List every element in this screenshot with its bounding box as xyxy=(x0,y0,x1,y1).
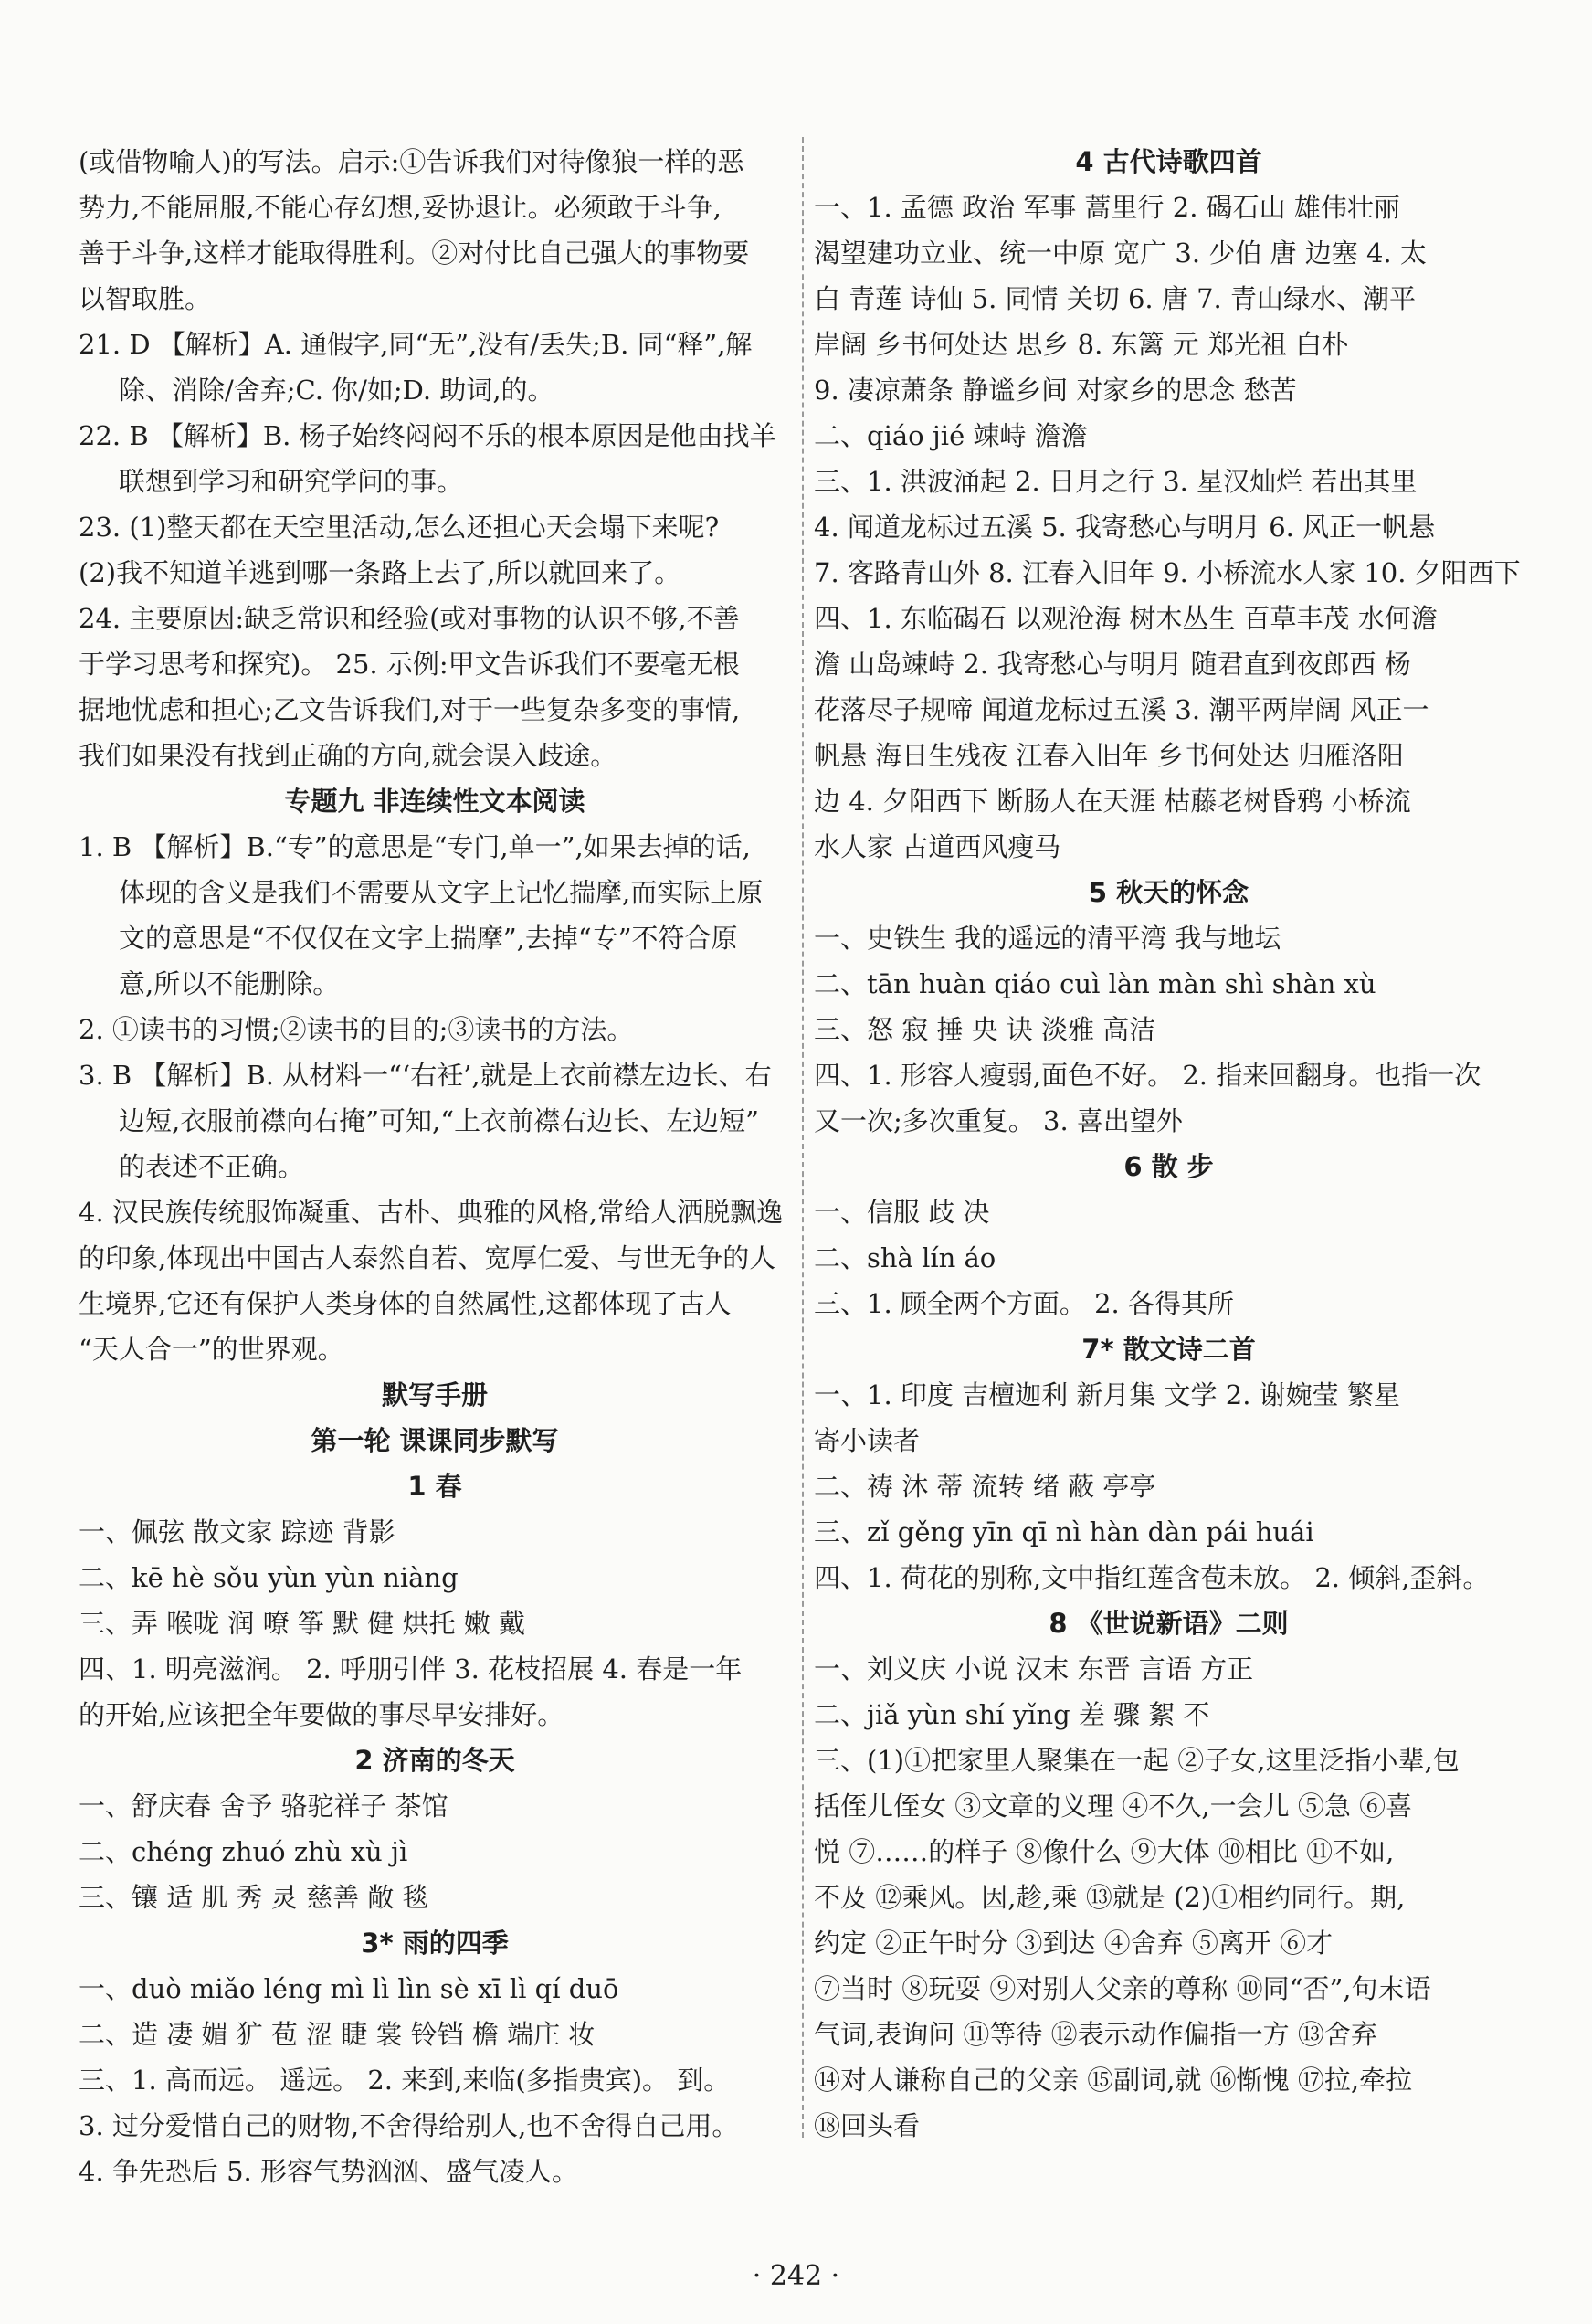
section-heading: 第一轮 课课同步默写 xyxy=(311,1425,559,1456)
section-heading: 4 古代诗歌四首 xyxy=(1075,146,1262,177)
text-line: 3. 过分爱惜自己的财物,不舍得给别人,也不舍得自己用。 xyxy=(79,2110,739,2141)
text-line: ⑦当时 ⑧玩耍 ⑨对别人父亲的尊称 ⑩同“否”,句末语 xyxy=(814,1973,1431,2004)
text-line: 三、1. 洪波涌起 2. 日月之行 3. 星汉灿烂 若出其里 xyxy=(814,466,1418,497)
section-heading: 5 秋天的怀念 xyxy=(1088,877,1249,908)
text-line: 悦 ⑦……的样子 ⑧像什么 ⑨大体 ⑩相比 ⑪不如, xyxy=(814,1836,1395,1867)
text-line: 澹 山岛竦峙 2. 我寄愁心与明月 随君直到夜郎西 杨 xyxy=(814,649,1411,680)
text-line: 的表述不正确。 xyxy=(119,1151,305,1182)
section-heading: 1 春 xyxy=(407,1471,462,1502)
text-line: 一、duò miǎo léng mì lì lìn sè xī lì qí duō xyxy=(79,1973,619,2004)
text-line: 三、1. 高而远。 遥远。 2. 来到,来临(多指贵宾)。 到。 xyxy=(79,2065,731,2096)
text-line: 又一次;多次重复。 3. 喜出望外 xyxy=(814,1105,1183,1136)
text-line: “天人合一”的世界观。 xyxy=(79,1334,344,1365)
section-heading: 8 《世说新语》二则 xyxy=(1049,1608,1289,1639)
text-line: 于学习思考和探究)。 25. 示例:甲文告诉我们不要毫无根 xyxy=(79,649,740,680)
text-line: 边短,衣服前襟向右掩”可知,“上衣前襟右边长、左边短” xyxy=(119,1105,759,1136)
text-line: 三、(1)①把家里人聚集在一起 ②子女,这里泛指小辈,包 xyxy=(814,1745,1460,1776)
text-line: 4. 汉民族传统服饰凝重、古朴、典雅的风格,常给人洒脱飘逸 xyxy=(79,1197,784,1228)
text-line: 四、1. 荷花的别称,文中指红莲含苞未放。 2. 倾斜,歪斜。 xyxy=(814,1562,1490,1593)
text-line: 2. ①读书的习惯;②读书的目的;③读书的方法。 xyxy=(79,1014,634,1045)
text-line: 3. B 【解析】B. 从材料一“‘右衽’,就是上衣前襟左边长、右 xyxy=(79,1060,772,1091)
text-line: 除、消除/舍弃;C. 你/如;D. 助词,的。 xyxy=(119,375,554,406)
text-line: 三、镶 适 肌 秀 灵 慈善 敞 毯 xyxy=(79,1882,429,1913)
text-line: 23. (1)整天都在天空里活动,怎么还担心天会塌下来呢? xyxy=(79,512,720,543)
text-line: 一、舒庆春 舍予 骆驼祥子 茶馆 xyxy=(79,1791,448,1822)
text-line: 四、1. 形容人瘦弱,面色不好。 2. 指来回翻身。也指一次 xyxy=(814,1060,1481,1091)
text-line: 三、弄 喉咙 润 嘹 筝 默 健 烘托 嫩 戴 xyxy=(79,1608,525,1639)
text-line: 四、1. 东临碣石 以观沧海 树木丛生 百草丰茂 水何澹 xyxy=(814,603,1438,634)
text-line: 边 4. 夕阳西下 断肠人在天涯 枯藤老树昏鸦 小桥流 xyxy=(814,786,1411,817)
text-line: 4. 闻道龙标过五溪 5. 我寄愁心与明月 6. 风正一帆悬 xyxy=(814,512,1436,543)
text-line: (或借物喻人)的写法。启示:①告诉我们对待像狼一样的恶 xyxy=(79,146,744,177)
text-line: 二、造 凄 媚 犷 苞 涩 睫 裳 铃铛 檐 端庄 妆 xyxy=(79,2019,596,2050)
text-line: 生境界,它还有保护人类身体的自然属性,这都体现了古人 xyxy=(79,1288,732,1319)
text-line: 文的意思是“不仅仅在文字上揣摩”,去掉“专”不符合原 xyxy=(119,923,738,954)
text-line: 以智取胜。 xyxy=(79,283,212,314)
text-line: 联想到学习和研究学问的事。 xyxy=(119,466,464,497)
text-line: 岸阔 乡书何处达 思乡 8. 东篱 元 郑光祖 白朴 xyxy=(814,329,1349,360)
text-line: 水人家 古道西风瘦马 xyxy=(814,831,1061,862)
text-line: 白 青莲 诗仙 5. 同情 关切 6. 唐 7. 青山绿水、潮平 xyxy=(814,283,1416,314)
text-line: 一、1. 印度 吉檀迦利 新月集 文学 2. 谢婉莹 繁星 xyxy=(814,1379,1400,1410)
text-line: 渴望建功立业、统一中原 宽广 3. 少伯 唐 边塞 4. 太 xyxy=(814,238,1427,269)
section-heading: 2 济南的冬天 xyxy=(354,1745,515,1776)
text-line: 二、jiǎ yùn shí yǐng 差 骤 絮 不 xyxy=(814,1699,1210,1730)
text-line: 一、信服 歧 决 xyxy=(814,1197,990,1228)
right-column xyxy=(814,139,1523,2149)
text-line: ⑱回头看 xyxy=(814,2110,921,2141)
text-line: 22. B 【解析】B. 杨子始终闷闷不乐的根本原因是他由找羊 xyxy=(79,420,776,451)
text-line: 一、佩弦 散文家 踪迹 背影 xyxy=(79,1516,395,1548)
text-line: 7. 客路青山外 8. 江春入旧年 9. 小桥流水人家 10. 夕阳西下 xyxy=(814,557,1521,588)
text-line: 意,所以不能删除。 xyxy=(119,968,340,999)
text-line: 一、史铁生 我的遥远的清平湾 我与地坛 xyxy=(814,923,1281,954)
text-line: 气词,表询问 ⑪等待 ⑫表示动作偏指一方 ⑬舍弃 xyxy=(814,2019,1377,2050)
text-line: 寄小读者 xyxy=(814,1425,921,1456)
text-line: 1. B 【解析】B.“专”的意思是“专门,单一”,如果去掉的话, xyxy=(79,831,751,862)
left-column xyxy=(79,139,791,2194)
text-line: (2)我不知道羊逃到哪一条路上去了,所以就回来了。 xyxy=(79,557,681,588)
section-heading: 专题九 非连续性文本阅读 xyxy=(284,786,585,817)
text-line: ⑭对人谦称自己的父亲 ⑮副词,就 ⑯惭愧 ⑰拉,牵拉 xyxy=(814,2065,1413,2096)
text-line: 二、tān huàn qiáo cuì làn màn shì shàn xù xyxy=(814,968,1376,999)
text-line: 体现的含义是我们不需要从文字上记忆揣摩,而实际上原 xyxy=(119,877,764,908)
text-line: 我们如果没有找到正确的方向,就会误入歧途。 xyxy=(79,740,617,771)
section-heading: 7* 散文诗二首 xyxy=(1081,1334,1256,1365)
text-line: 一、刘义庆 小说 汉末 东晋 言语 方正 xyxy=(814,1653,1254,1685)
text-line: 三、怒 寂 捶 央 诀 淡雅 高洁 xyxy=(814,1014,1156,1045)
text-line: 括侄儿侄女 ③文章的义理 ④不久,一会儿 ⑤急 ⑥喜 xyxy=(814,1791,1413,1822)
text-line: 的印象,体现出中国古人泰然自若、宽厚仁爱、与世无争的人 xyxy=(79,1242,776,1273)
text-line: 三、1. 顾全两个方面。 2. 各得其所 xyxy=(814,1288,1234,1319)
text-line: 24. 主要原因:缺乏常识和经验(或对事物的认识不够,不善 xyxy=(79,603,740,634)
text-line: 二、祷 沐 蒂 流转 绪 蔽 亭亭 xyxy=(814,1471,1156,1502)
text-line: 势力,不能屈服,不能心存幻想,妥协退让。必须敢于斗争, xyxy=(79,192,722,223)
section-heading: 默写手册 xyxy=(381,1379,488,1410)
text-line: 二、chéng zhuó zhù xù jì xyxy=(79,1836,408,1867)
page-number: · 242 · xyxy=(752,2260,840,2292)
section-heading: 6 散 步 xyxy=(1123,1151,1214,1182)
text-line: 二、kē hè sǒu yùn yùn niàng xyxy=(79,1562,459,1593)
text-line: 二、qiáo jié 竦峙 澹澹 xyxy=(814,420,1088,451)
text-line: 的开始,应该把全年要做的事尽早安排好。 xyxy=(79,1699,564,1730)
text-line: 不及 ⑫乘风。因,趁,乘 ⑬就是 (2)①相约同行。期, xyxy=(814,1882,1406,1913)
text-line: 9. 凄凉萧条 静谧乡间 对家乡的思念 愁苦 xyxy=(814,375,1297,406)
text-line: 4. 争先恐后 5. 形容气势汹汹、盛气凌人。 xyxy=(79,2156,578,2187)
text-line: 花落尽子规啼 闻道龙标过五溪 3. 潮平两岸阔 风正一 xyxy=(814,694,1429,725)
text-line: 三、zǐ gěng yīn qī nì hàn dàn pái huái xyxy=(814,1516,1314,1548)
text-line: 四、1. 明亮滋润。 2. 呼朋引伴 3. 花枝招展 4. 春是一年 xyxy=(79,1653,743,1685)
text-line: 21. D 【解析】A. 通假字,同“无”,没有/丢失;B. 同“释”,解 xyxy=(79,329,753,360)
text-line: 一、1. 孟德 政治 军事 蒿里行 2. 碣石山 雄伟壮丽 xyxy=(814,192,1400,223)
section-heading: 3* 雨的四季 xyxy=(361,1928,509,1959)
text-line: 据地忧虑和担心;乙文告诉我们,对于一些复杂多变的事情, xyxy=(79,694,741,725)
text-line: 善于斗争,这样才能取得胜利。②对付比自己强大的事物要 xyxy=(79,238,750,269)
text-line: 二、shà lín áo xyxy=(814,1242,996,1273)
text-line: 约定 ②正午时分 ③到达 ④舍弃 ⑤离开 ⑥才 xyxy=(814,1928,1334,1959)
column-divider xyxy=(802,137,804,2138)
text-line: 帆悬 海日生残夜 江春入旧年 乡书何处达 归雁洛阳 xyxy=(814,740,1404,771)
